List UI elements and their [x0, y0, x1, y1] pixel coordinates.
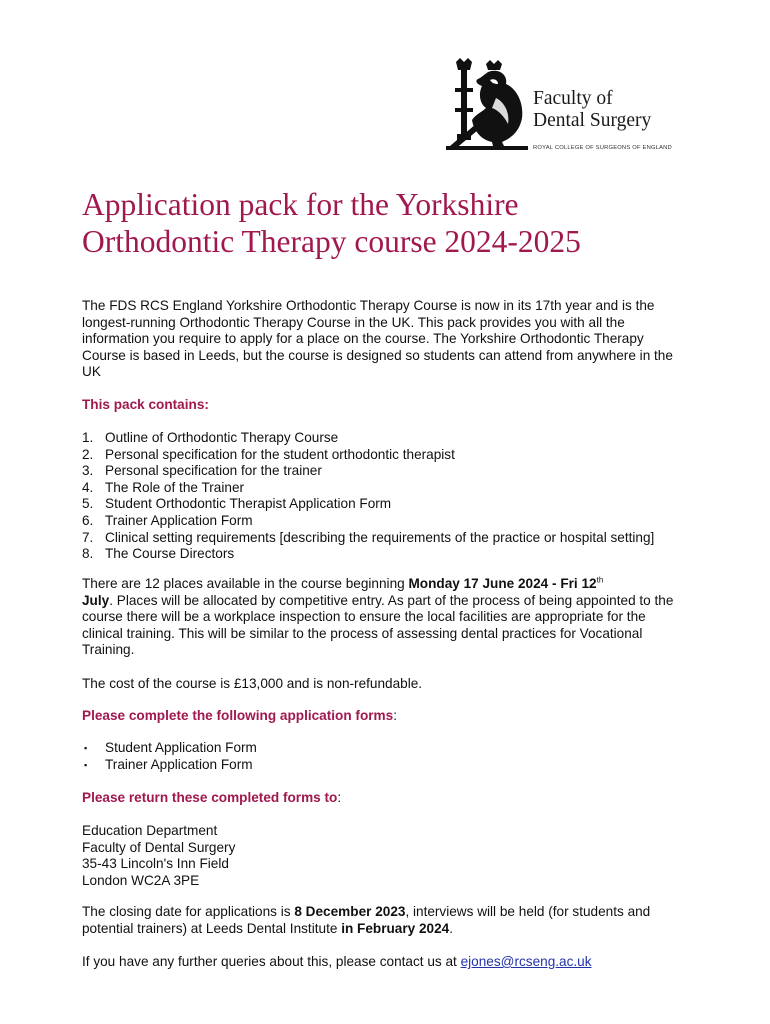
- cost-paragraph: The cost of the course is £13,000 and is non-refundable.: [82, 676, 423, 691]
- forms-item-text: Student Application Form: [105, 740, 257, 755]
- logo-subline: ROYAL COLLEGE OF SURGEONS OF ENGLAND: [533, 145, 672, 151]
- contents-item-number: 3.: [82, 463, 94, 479]
- contents-item-text: Clinical setting requirements [describing the requirements of the practice or hospital setting]: [105, 529, 655, 545]
- contents-item-text: The Course Directors: [105, 546, 235, 562]
- contents-item-number: 4.: [82, 479, 94, 495]
- square-bullet-icon: ▪: [84, 743, 88, 753]
- address-line: Education Department: [82, 823, 218, 838]
- logo-line-1: Faculty of: [533, 88, 613, 109]
- forms-section-heading: [82, 708, 682, 725]
- intro-paragraph: The FDS RCS England Yorkshire Orthodontic Therapy Course is now in its 17th year and is the longest-running Orthodontic Therapy Course in the UK. This pack provides you with all the information you require to apply for a place on the course. The Yorkshire Orthodontic Therapy Course is based in Leeds, but the course is designed so students can attend from anywhere in the UK: [82, 298, 673, 380]
- griffin-crest-icon: [446, 58, 528, 152]
- contact-email-link[interactable]: ejones@rcseng.ac.uk: [460, 954, 592, 969]
- places-section: [82, 576, 682, 659]
- cost-section: [82, 676, 682, 693]
- closing-end: .: [449, 920, 454, 936]
- title-line-1: Application pack for the Yorkshire: [82, 187, 519, 222]
- title-line-2: Orthodontic Therapy course 2024-2025: [82, 224, 581, 259]
- contents-item-number: 6.: [82, 512, 94, 528]
- contents-item-number: 7.: [82, 529, 94, 545]
- return-heading: Please return these completed forms to: [82, 790, 338, 805]
- contents-item-text: Student Orthodontic Therapist Application Form: [105, 496, 392, 512]
- contents-section: [82, 430, 682, 563]
- forms-item-text: Trainer Application Form: [105, 756, 253, 772]
- contents-list: [82, 430, 682, 563]
- date-ordinal: th: [596, 575, 604, 585]
- queries-paragraph: [82, 954, 682, 971]
- contents-item: [82, 513, 682, 530]
- address-line: 35-43 Lincoln's Inn Field: [82, 856, 229, 872]
- places-intro: There are 12 places available in the course beginning: [82, 576, 409, 591]
- queries-text: If you have any further queries about this, please contact us at: [82, 954, 461, 969]
- course-end-month: July: [82, 592, 110, 608]
- contents-item-text: Trainer Application Form: [105, 512, 253, 528]
- contents-item: [82, 530, 682, 547]
- forms-item: [82, 757, 682, 774]
- closing-intro: The closing date for applications is: [82, 904, 295, 919]
- faculty-logo: [446, 58, 670, 154]
- contents-item-text: Outline of Orthodontic Therapy Course: [105, 430, 339, 445]
- contents-item-text: Personal specification for the trainer: [105, 463, 322, 479]
- contents-section-heading: [82, 397, 682, 414]
- logo-line-2: Dental Surgery: [533, 110, 652, 131]
- interview-date: in February 2024: [341, 920, 450, 936]
- document-title: [82, 186, 722, 260]
- contents-item: [82, 546, 682, 563]
- contents-item-number: 5.: [82, 496, 94, 512]
- contents-item-number: 1.: [82, 430, 94, 445]
- square-bullet-icon: ▪: [84, 759, 88, 770]
- address-line: London WC2A 3PE: [82, 872, 200, 888]
- contents-item: [82, 480, 682, 497]
- contents-heading: This pack contains:: [82, 397, 209, 412]
- queries-section: [82, 954, 682, 971]
- contents-item: [82, 430, 682, 447]
- contents-item: [82, 463, 682, 480]
- return-section-heading: [82, 790, 682, 807]
- closing-section: [82, 904, 682, 937]
- forms-item: [82, 740, 682, 757]
- contents-item: [82, 447, 682, 464]
- address-line: Faculty of Dental Surgery: [82, 839, 236, 855]
- contents-item-text: Personal specification for the student orthodontic therapist: [105, 446, 455, 462]
- places-details: . Places will be allocated by competitive entry. As part of the process of being appointed to the course there will be a workplace inspection to ensure the local facilities are appropriate for the clinical training. This will be similar to the process of assessing dental practices for Vocational Training.: [82, 592, 674, 658]
- forms-heading: Please complete the following application forms: [82, 708, 394, 723]
- closing-middle: , interviews will be held (for students and potential trainers) at Leeds Dental Institute: [82, 904, 651, 936]
- forms-list: [82, 740, 682, 773]
- course-start-date: Monday 17 June 2024 - Fri 12: [408, 576, 597, 591]
- closing-paragraph: [82, 904, 682, 937]
- contents-item-text: The Role of the Trainer: [105, 479, 245, 495]
- forms-heading-colon: :: [393, 708, 397, 723]
- logo-wordmark: [533, 88, 651, 132]
- intro-section: [82, 298, 682, 381]
- contents-item-number: 2.: [82, 446, 94, 462]
- forms-section: [82, 740, 682, 773]
- postal-address: [82, 823, 682, 889]
- places-paragraph: [82, 576, 682, 659]
- contents-item: [82, 496, 682, 513]
- return-heading-colon: :: [337, 790, 342, 805]
- closing-date: 8 December 2023: [294, 904, 406, 919]
- contents-item-number: 8.: [82, 546, 94, 562]
